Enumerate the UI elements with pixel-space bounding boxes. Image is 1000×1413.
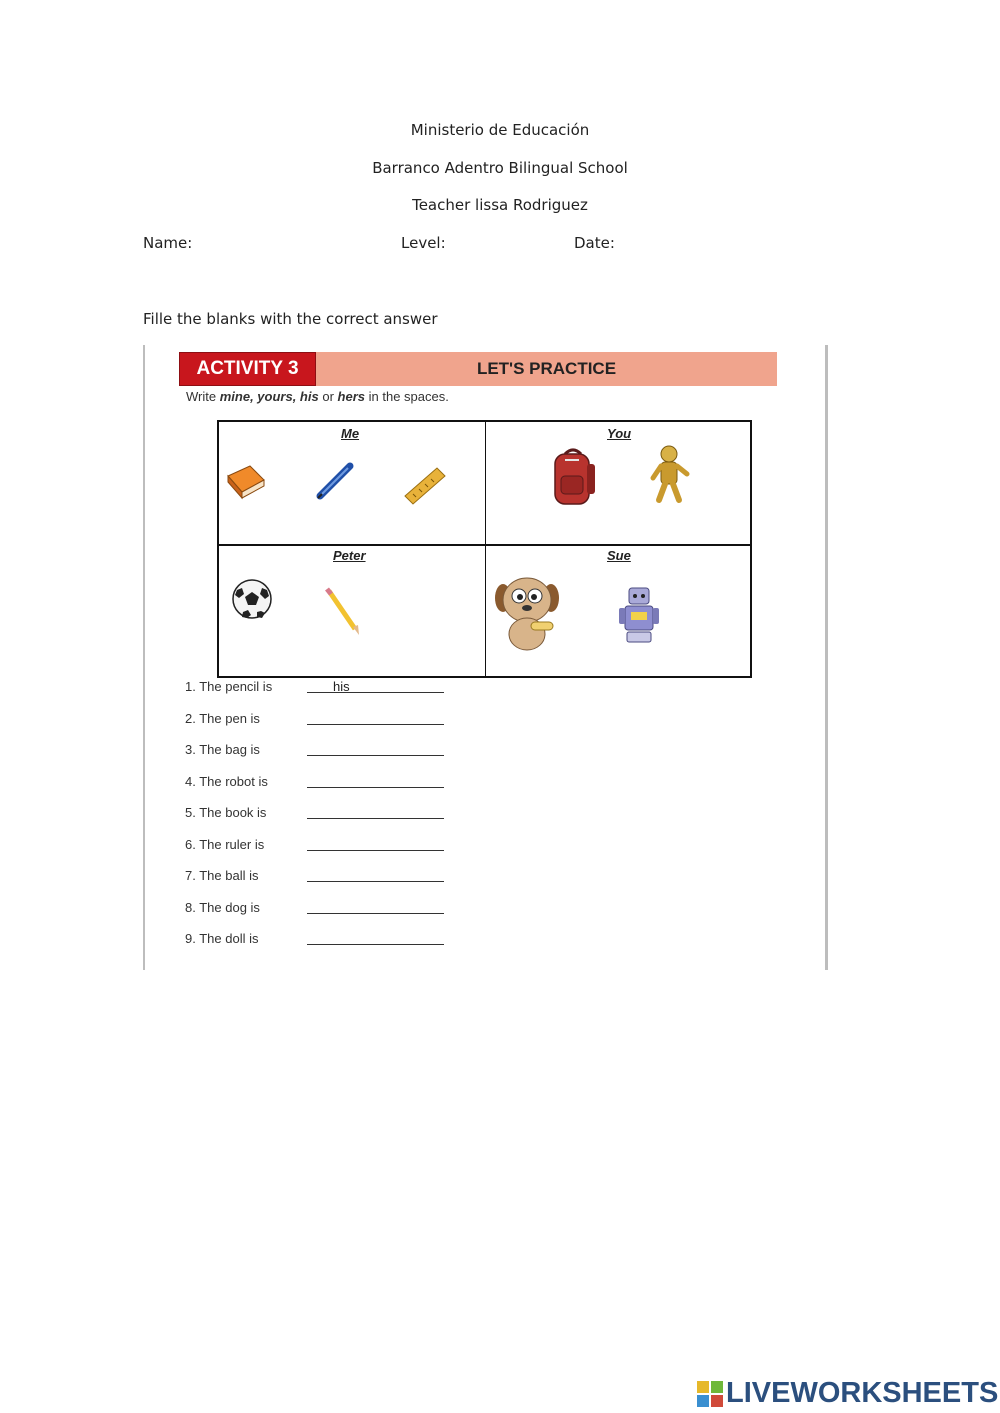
item-text: 6. The ruler is (185, 836, 265, 852)
answer-blank[interactable] (307, 881, 444, 882)
soccer-ball-icon (231, 578, 273, 620)
grid-vertical-divider (485, 422, 486, 676)
activity-subtitle-banner: LET'S PRACTICE (316, 352, 777, 386)
frame-left-border (143, 345, 145, 970)
grid-horizontal-divider (219, 544, 750, 546)
answer-blank[interactable] (307, 913, 444, 914)
item-text: 1. The pencil is (185, 679, 273, 694)
answer-blank[interactable] (307, 850, 444, 851)
cell-label-you: You (607, 426, 632, 441)
answer-blank[interactable] (307, 818, 444, 819)
cell-label-sue: Sue (607, 548, 631, 563)
activity-instruction: Write mine, yours, his or hers in the spaces. (186, 389, 449, 404)
answer-text: his (333, 679, 350, 694)
backpack-icon (547, 446, 599, 508)
item-text: 4. The robot is (185, 773, 268, 789)
liveworksheets-wordmark: LIVEWORKSHEETS (726, 1377, 999, 1409)
item-text: 3. The bag is (185, 742, 260, 757)
ownership-picture-grid (217, 420, 752, 678)
doll-icon (649, 444, 693, 506)
dog-icon (493, 572, 565, 652)
date-label: Date: (574, 234, 615, 252)
book-icon (224, 462, 266, 502)
pencil-icon (323, 587, 363, 637)
cell-label-peter: Peter (333, 548, 366, 563)
activity-title-banner: ACTIVITY 3 (179, 352, 316, 386)
answer-blank[interactable] (307, 787, 444, 788)
item-text: 2. The pen is (185, 710, 260, 726)
answer-blank[interactable] (307, 944, 444, 945)
name-label: Name: (143, 234, 193, 252)
frame-right-border (825, 345, 828, 970)
answer-blank[interactable] (307, 724, 444, 725)
cell-label-me: Me (341, 426, 360, 441)
ruler-icon (403, 464, 449, 506)
level-label: Level: (401, 234, 446, 252)
main-instruction: Fille the blanks with the correct answer (143, 310, 438, 328)
robot-icon (617, 586, 663, 646)
pen-icon (314, 458, 358, 502)
liveworksheets-logo (697, 1377, 998, 1410)
item-text: 9. The doll is (185, 931, 259, 946)
ministry-heading: Ministerio de Educación (410, 121, 590, 139)
item-text: 8. The dog is (185, 899, 260, 915)
teacher-name: Teacher lissa Rodriguez (412, 196, 588, 214)
item-text: 5. The book is (185, 805, 267, 820)
liveworksheets-badge-icon (697, 1381, 723, 1407)
school-name: Barranco Adentro Bilingual School (372, 159, 628, 177)
answer-blank[interactable] (307, 692, 444, 693)
item-text: 7. The ball is (185, 868, 259, 883)
answer-blank[interactable] (307, 755, 444, 756)
